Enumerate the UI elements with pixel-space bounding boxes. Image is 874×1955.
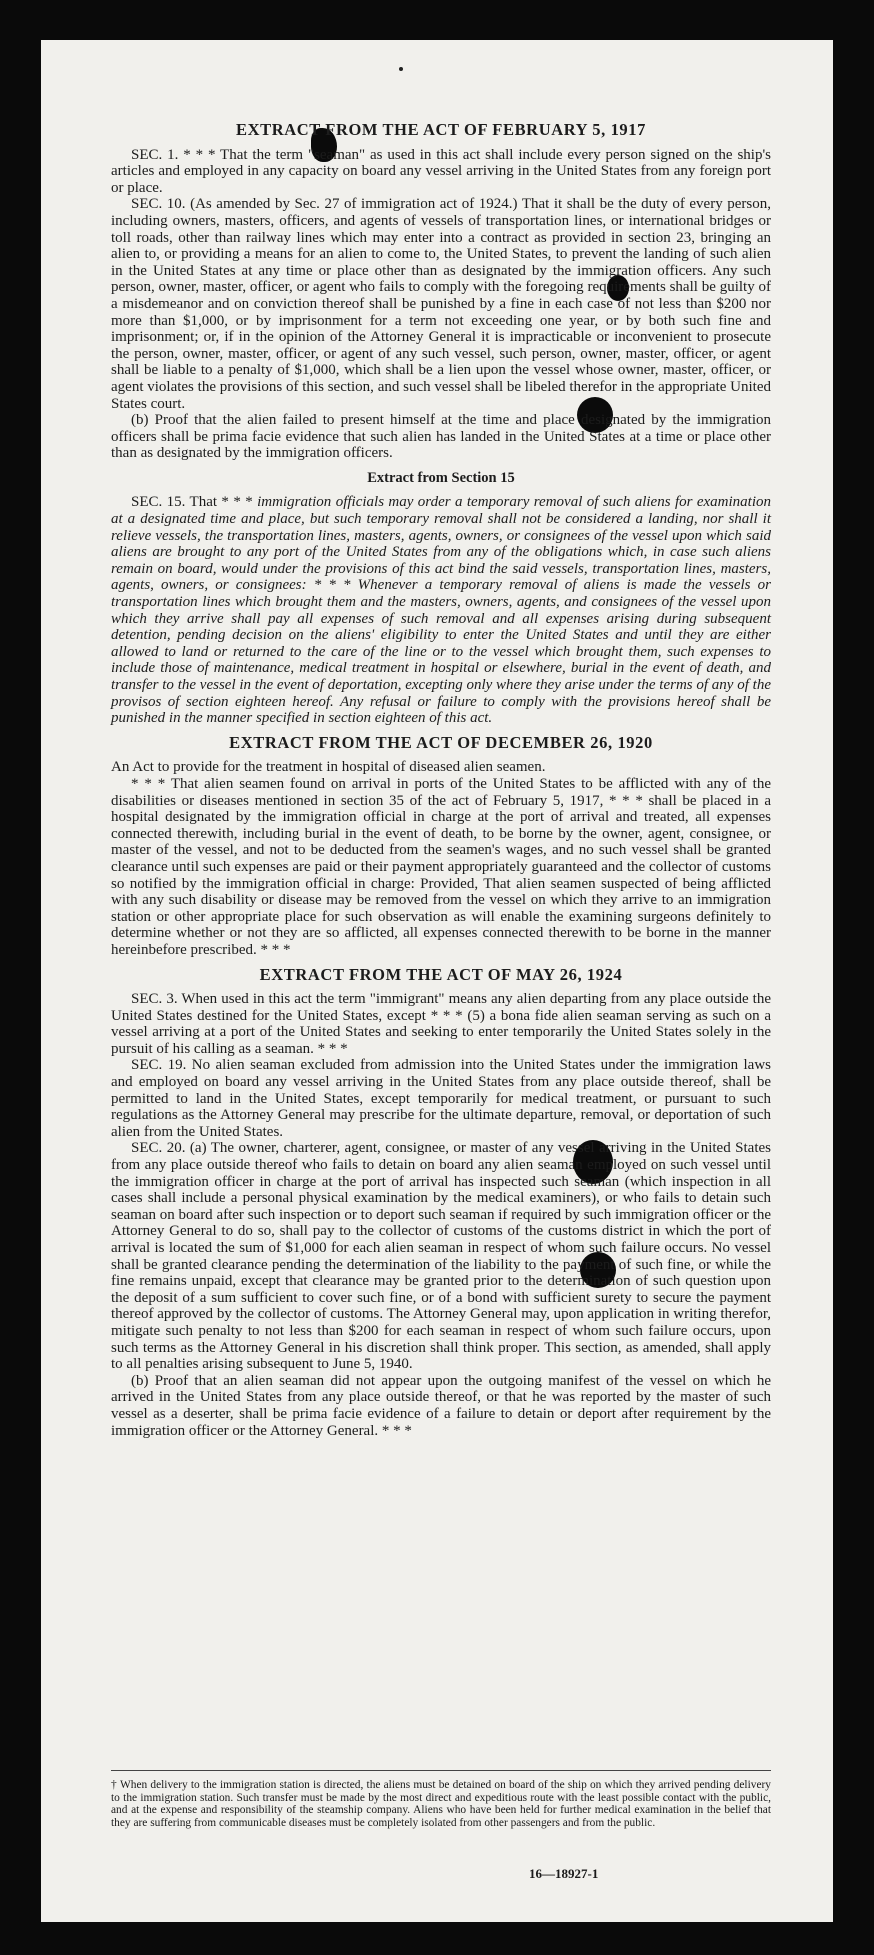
- section-15-text: immigration officials may order a temporary removal of such aliens for examination at a designated time and place, but such temporary removal shall not be considered a landing, nor shall it relieve vessels, the transportation lines, masters, agents, owners, or consignees of the vessel upon which said aliens are brought to any port of the United States from any of the obligations which, in case such aliens remain on board, would under the provisions of this act bind the said vessels, transportation lines, masters, agents, owners, or consignees: * * * Whenever a temporary removal of aliens is made the vessels or transportation lines which brought them and the masters, owners, agents, and consignees of the vessel upon which they arrive shall pay all expenses of such removal and all expenses arising during subsequent detention, pending decision on the aliens' eligibility to enter the United States and until they are either allowed to land or returned to the care of the line or to the vessel which brought them, such expenses to include those of maintenance, medical treatment in hospital or elsewhere, burial in the event of death, and transfer to the vessel in the event of deportation, excepting only where they arise under the terms of any of the provisos of section eighteen hereof. Any refusal or failure to comply with the provisions hereof shall be punished in the manner specified in section eighteen of this act.: [111, 494, 771, 727]
- heading-section-15: Extract from Section 15: [367, 469, 515, 486]
- act-1920-title: An Act to provide for the treatment in hospital of diseased alien seamen.: [111, 759, 546, 776]
- section-20: SEC. 20. (a) The owner, charterer, agent, consignee, or master of any vessel arriving in the United States from any place outside thereof who fails to detain on board any alien seaman employed on such vessel until the immigration officer in charge at the port of arrival has inspected such seaman (which inspection in all cases shall include a personal physical examination by the medical examiners), or who fails to detain such seaman on board after such inspection or to deport such seaman if required by such immigration officer or the Attorney General to do so, shall pay to the collector of customs of the customs district in which the port of arrival is located the sum of $1,000 for each alien seaman in respect of whom such failure occurs. No vessel shall be granted clearance pending the determination of the liability to the payment of such fine, or while the fine remains unpaid, except that clearance may be granted prior to the determination of such question upon the deposit of a sum sufficient to cover such fine, or of a bond with sufficient surety to secure the payment thereof approved by the collector of customs. The Attorney General may, upon application in writing therefor, mitigate such penalty to not less than $200 for each seaman in respect of whom such failure occurs, upon such terms as the Attorney General in his discretion shall think proper. This section, as amended, shall apply to all penalties arising subsequent to June 5, 1940.: [111, 1140, 771, 1373]
- section-10: SEC. 10. (As amended by Sec. 27 of immigration act of 1924.) That it shall be the duty of every person, including owners, masters, officers, and agents of vessels of transportation lines, or international bridges or toll roads, other than railway lines which may enter into a contract as provided in section 23, bringing an alien to, or providing a means for an alien to come to, the United States, to prevent the landing of such alien in the United States at any time or place other than as designated by the immigration officers. Any such person, owner, master, officer, or agent who fails to comply with the foregoing requirements shall be guilty of a misdemeanor and on conviction thereof shall be punished by a fine in each case of not less than $200 nor more than $1,000, or by imprisonment for a term not exceeding one year, or by both such fine and imprisonment; or, if in the opinion of the Attorney General it is impracticable or inconvenient to prosecute the person, owner, master, officer, or agent of any such vessel, such person, owner, master, officer, or agent shall be liable to a penalty of $1,000, which shall be a lien upon the vessel whose owner, master, officer, or agent violates the provisions of this section, and such vessel shall be libeled therefor in the appropriate United States court.: [111, 196, 771, 412]
- form-number: 16—18927-1: [529, 1866, 599, 1881]
- section-20b: (b) Proof that an alien seaman did not appear upon the outgoing manifest of the vessel on which he arrived in the United States from any place outside thereof, or that he was reported by the master of such vessel as a deserter, shall be prima facie evidence of a failure to detain or deport after requirement by the immigration officer or the Attorney General. * * *: [111, 1372, 771, 1439]
- heading-act-1917: EXTRACT FROM THE ACT OF FEBRUARY 5, 1917: [236, 120, 646, 139]
- section-15: [111, 494, 771, 726]
- act-1920-text: * * * That alien seamen found on arrival in ports of the United States to be afflicted with any of the disabilities or diseases mentioned in section 35 of the act of February 5, 1917, * * * shall be placed in a hospital designated by the immigration official in charge at the port of arrival and treated, all expenses connected therewith, including burial in the event of death, to be borne by the owner, agent, consignee, or master of the vessel, and not to be deducted from the seamen's wages, and no such vessel shall be granted clearance until such expenses are paid or their payment appropriately guaranteed and the collector of customs so notified by the immigration official in charge: Provided, That alien seamen suspected of being afflicted with any such disability or disease may be removed from the vessel on which they arrive to an immigration station or other appropriate place for such observation as will enable the examining surgeons definitely to determine whether or not they are so afflicted, all expenses connected therewith to be borne in the manner hereinbefore prescribed. * * *: [111, 775, 771, 958]
- document-page: [41, 40, 833, 1922]
- section-15-lead: SEC. 15. That * * *: [131, 494, 253, 511]
- section-3: SEC. 3. When used in this act the term "immigrant" means any alien departing from any place outside the United States destined for the United States, except * * * (5) a bona fide alien seaman serving as such on a vessel arriving at a port of the United States and seeking to enter temporarily the United States solely in the pursuit of his calling as a seaman. * * *: [111, 991, 771, 1057]
- section-1: SEC. 1. * * * That the term "seaman" as used in this act shall include every person signed on the ship's articles and employed in any capacity on board any vessel arriving in the United States from any foreign port or place.: [111, 146, 771, 196]
- heading-act-1924: EXTRACT FROM THE ACT OF MAY 26, 1924: [259, 964, 623, 984]
- footnote: † When delivery to the immigration station is directed, the aliens must be detained on board of the ship on which they arrived pending delivery to the immigration station. Such transfer must be made by the most direct and expeditious route with the least possible contact with the public, and at the expense and responsibility of the steamship company. Aliens who have been held for further medical examination in the belief that they are suffering from communicable diseases must be completely isolated from other passengers and from the public.: [111, 1770, 771, 1829]
- speck: [399, 67, 403, 71]
- heading-act-1920: EXTRACT FROM THE ACT OF DECEMBER 26, 1920: [229, 732, 653, 752]
- section-10b: (b) Proof that the alien failed to present himself at the time and place designated by the immigration officers shall be prima facie evidence that such alien has landed in the United States at a time or place other than as designated by the immigration officers.: [111, 412, 771, 462]
- document-body: [111, 118, 771, 1439]
- section-19: SEC. 19. No alien seaman excluded from admission into the United States under the immigration laws and employed on board any vessel arriving in the United States from any place outside thereof, shall be permitted to land in the United States, except temporarily for medical treatment, or pursuant to such regulations as the Attorney General may prescribe for the ultimate departure, removal, or deportation of such alien from the United States.: [111, 1057, 771, 1140]
